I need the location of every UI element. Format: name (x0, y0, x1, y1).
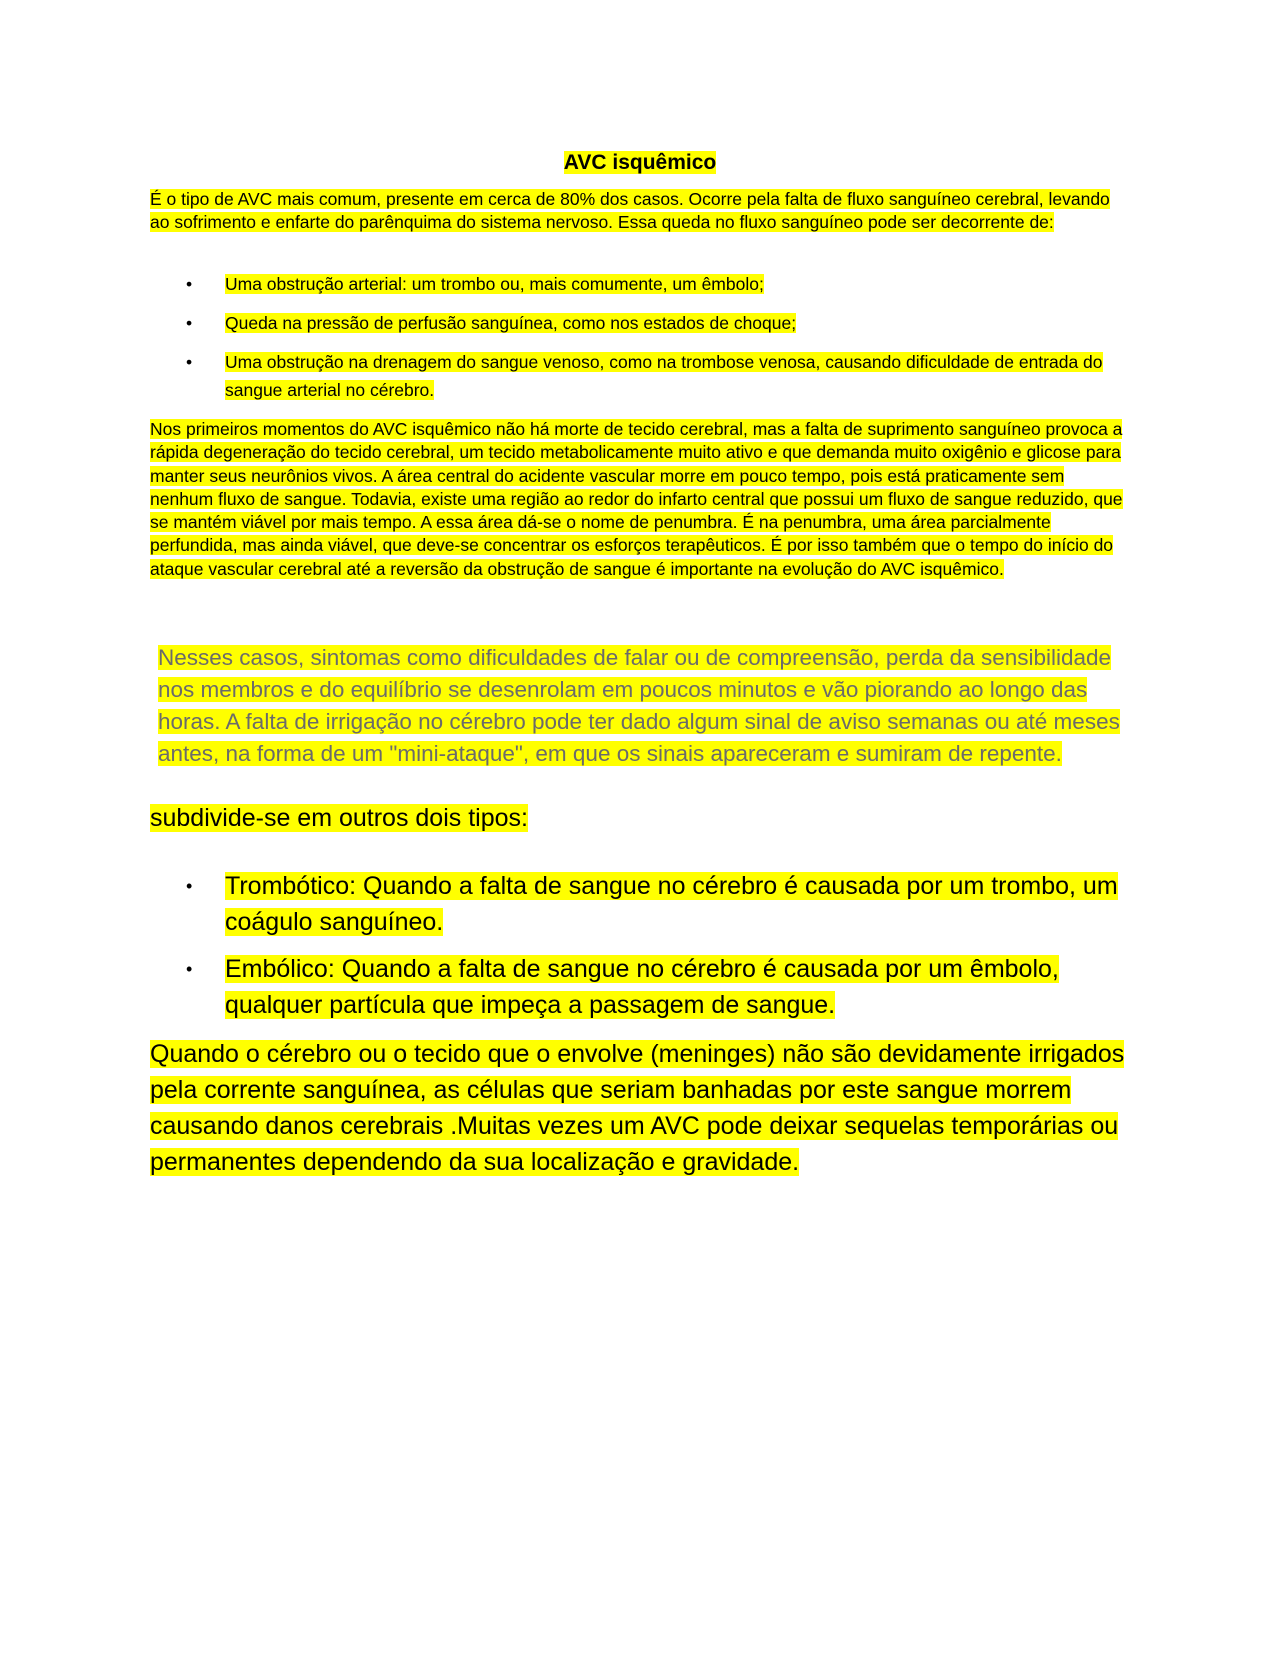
conclusion-paragraph (150, 1036, 1130, 1180)
conclusion-text: Quando o cérebro ou o tecido que o envolve (meninges) não são devidamente irrigados pela corrente sanguínea, as células que seriam banhadas por este sangue morrem causando danos cerebrais .Muitas vezes um AVC pode deixar sequelas temporárias ou permanentes dependendo da sua localização e gravidade. (150, 1040, 1125, 1176)
type-text: Embólico: Quando a falta de sangue no cérebro é causada por um êmbolo, qualquer partícula que impeça a passagem de sangue. (225, 955, 1059, 1019)
list-item (150, 309, 1130, 337)
symptoms-paragraph (158, 642, 1138, 770)
body-paragraph (150, 418, 1130, 581)
list-item (150, 951, 1130, 1023)
document-title (0, 148, 1280, 178)
intro-text: É o tipo de AVC mais comum, presente em cerca de 80% dos casos. Ocorre pela falta de fluxo sanguíneo cerebral, levando ao sofrimento e enfarte do parênquima do sistema nervoso. Essa queda no fluxo sanguíneo pode ser decorrente de: (150, 189, 1110, 233)
subdivide-text: subdivide-se em outros dois tipos: (150, 804, 528, 832)
bullet-icon: • (186, 959, 193, 979)
intro-paragraph (150, 188, 1130, 235)
bullet-icon: • (186, 274, 193, 294)
symptoms-text: Nesses casos, sintomas como dificuldades de falar ou de compreensão, perda da sensibilidade nos membros e do equilíbrio se desenrolam em poucos minutos e vão piorando ao longo das horas. A falta de irrigação no cérebro pode ter dado algum sinal de aviso semanas ou até meses antes, na forma de um "mini-ataque", em que os sinais apareceram e sumiram de repente. (158, 645, 1120, 766)
subdivide-paragraph (150, 800, 1130, 836)
bullet-icon: • (186, 876, 193, 896)
cause-text: Queda na pressão de perfusão sanguínea, como nos estados de choque; (225, 313, 797, 333)
bullet-icon: • (186, 313, 193, 333)
cause-text: Uma obstrução na drenagem do sangue venoso, como na trombose venosa, causando dificuldade de entrada do sangue arterial no cérebro. (225, 352, 1103, 400)
types-list (150, 868, 1130, 1034)
list-item (150, 868, 1130, 940)
causes-list (150, 270, 1130, 415)
type-text: Trombótico: Quando a falta de sangue no cérebro é causada por um trombo, um coágulo sanguíneo. (225, 872, 1118, 936)
cause-text: Uma obstrução arterial: um trombo ou, mais comumente, um êmbolo; (225, 274, 764, 294)
bullet-icon: • (186, 352, 193, 372)
list-item (150, 270, 1130, 298)
list-item (150, 348, 1130, 404)
body-text: Nos primeiros momentos do AVC isquêmico não há morte de tecido cerebral, mas a falta de suprimento sanguíneo provoca a rápida degeneração do tecido cerebral, um tecido metabolicamente muito ativo e que demanda muito oxigênio e glicose para manter seus neurônios vivos. A área central do acidente vascular morre em pouco tempo, pois está praticamente sem nenhum fluxo de sangue. Todavia, existe uma região ao redor do infarto central que possui um fluxo de sangue reduzido, que se mantém viável por mais tempo. A essa área dá-se o nome de penumbra. É na penumbra, uma área parcialmente perfundida, mas ainda viável, que deve-se concentrar os esforços terapêuticos. É por isso também que o tempo do início do ataque vascular cerebral até a reversão da obstrução de sangue é importante na evolução do AVC isquêmico. (150, 419, 1123, 579)
document-title-text: AVC isquêmico (563, 151, 717, 174)
